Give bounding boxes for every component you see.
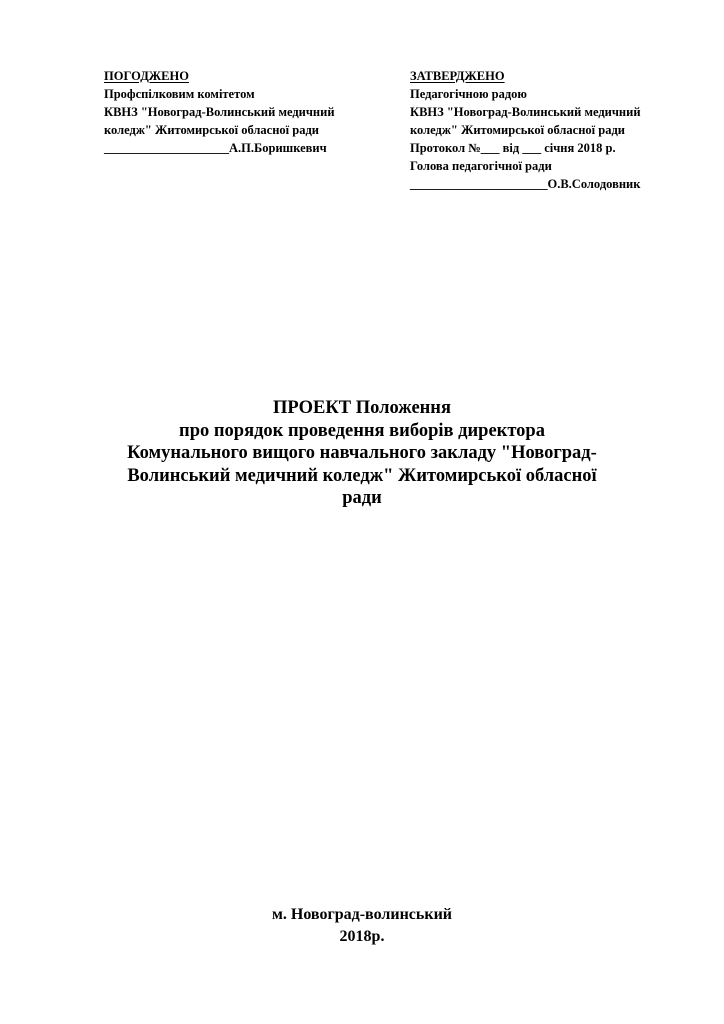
document-title	[0, 397, 724, 510]
approval-right-line-1: Педагогічною радою	[410, 87, 527, 101]
protocol-line: Протокол №___ від ___ січня 2018 р.	[410, 141, 616, 155]
approval-block-left	[104, 67, 335, 157]
approval-left-line-3: коледж" Житомирської обласної ради	[104, 123, 320, 137]
title-line-3: Комунального вищого навчального закладу "Новоград-	[127, 443, 597, 463]
approval-block-right	[410, 67, 641, 193]
approval-left-signature-row	[104, 139, 335, 157]
title-line-1: ПРОЕКТ Положення	[273, 398, 451, 418]
approval-right-line-5: Голова педагогічної ради	[410, 159, 552, 173]
approval-left-line-2: КВНЗ "Новоград-Волинський медичний	[104, 105, 335, 119]
title-line-2: про порядок проведення виборів директора	[179, 420, 545, 441]
approval-right-line-2: КВНЗ "Новоград-Волинський медичний	[410, 105, 641, 119]
title-line-4: Волинський медичний коледж" Житомирської обласної	[127, 465, 597, 486]
title-line-5: ради	[342, 488, 382, 508]
signature-line: ______________________	[410, 177, 548, 191]
approval-right-line-3: коледж" Житомирської обласної ради	[410, 123, 626, 137]
approval-heading-agreed: ПОГОДЖЕНО	[104, 69, 189, 83]
approval-left-line-1: Профспілковим комітетом	[104, 87, 255, 101]
signature-line: ____________________	[104, 141, 229, 155]
approval-right-signature-row	[410, 175, 641, 193]
signatory-name: О.В.Солодовник	[547, 177, 641, 191]
document-year: 2018р.	[339, 928, 385, 945]
signatory-name: А.П.Боришкевич	[229, 141, 327, 155]
city-name: м. Новоград-волинський	[271, 906, 452, 923]
document-footer	[0, 904, 724, 948]
approval-heading-approved: ЗАТВЕРДЖЕНО	[410, 69, 505, 83]
